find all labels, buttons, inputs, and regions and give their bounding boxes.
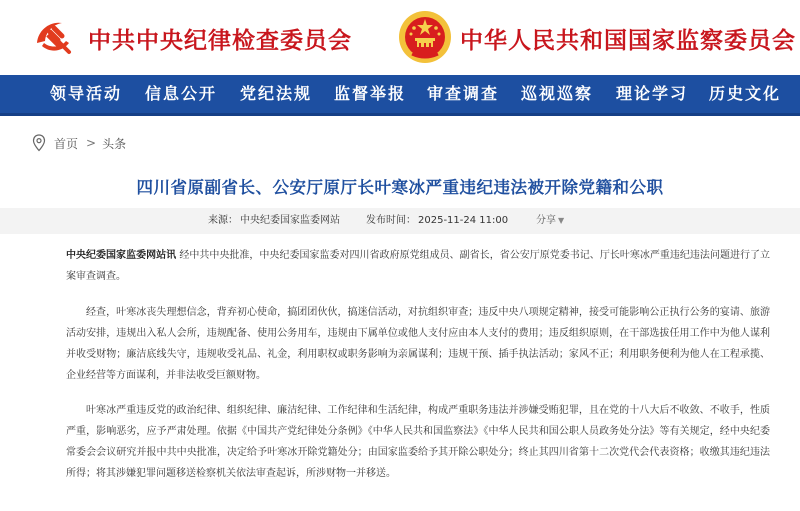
share-button[interactable]: [536, 208, 564, 234]
breadcrumb-current[interactable]: 头条: [102, 136, 127, 151]
party-emblem-icon: [28, 12, 78, 62]
breadcrumb-separator: >: [86, 136, 97, 150]
chevron-down-icon: ▼: [558, 216, 565, 225]
cpc-commission-title: 中共中央纪律检查委员会: [88, 27, 352, 54]
nav-item-history[interactable]: 历史文化: [709, 84, 782, 103]
article-meta-bar: [0, 208, 800, 234]
site-header: [0, 0, 800, 75]
nav-item-theory[interactable]: 理论学习: [616, 84, 689, 103]
nav-item-reporting[interactable]: 监督举报: [334, 84, 407, 103]
nav-item-leadership[interactable]: 领导活动: [50, 84, 123, 103]
breadcrumb: [32, 132, 126, 154]
main-nav: [0, 75, 800, 116]
article-body: [66, 245, 770, 498]
state-commission-title: 中华人民共和国国家监察委员会: [460, 27, 796, 54]
source-value: 中央纪委国家监委网站: [240, 215, 340, 226]
nav-item-inspection[interactable]: 巡视巡察: [521, 84, 594, 103]
share-label: 分享: [536, 215, 556, 226]
nav-item-regulations[interactable]: 党纪法规: [240, 84, 313, 103]
location-pin-icon: [32, 134, 46, 152]
date-label: 发布时间：: [366, 215, 416, 226]
nav-item-disclosure[interactable]: 信息公开: [145, 84, 218, 103]
breadcrumb-home-link[interactable]: 首页: [54, 136, 79, 151]
paragraph-2: 经查，叶寒冰丧失理想信念，背弃初心使命，搞团团伙伙，搞迷信活动，对抗组织审查；违反中央八项规定精神，接受可能影响公正执行公务的宴请、旅游活动安排，违规出入私人会所，违规配备、使用公务用车，违规由下属单位或他人支付应由本人支付的费用；违反组织原则，在干部选拔任用工作中为他人谋利并收受财物；廉洁底线失守，违规收受礼品、礼金，利用职权或职务影响为亲属谋利；违规干预、插手执法活动；家风不正；利用职务便利为他人在工程承揽、企业经营等方面谋利，并非法收受巨额财物。: [66, 307, 770, 381]
paragraph-1: [66, 245, 770, 287]
paragraph-1-text: 经中共中央批准，中央纪委国家监委对四川省政府原党组成员、副省长，省公安厅原党委书记、厅长叶寒冰严重违纪违法问题进行了立案审查调查。: [66, 250, 771, 282]
article-title: 四川省原副省长、公安厅原厅长叶寒冰严重违纪违法被开除党籍和公职: [136, 178, 664, 197]
source-label: 来源：: [208, 215, 238, 226]
paragraph-3: 叶寒冰严重违反党的政治纪律、组织纪律、廉洁纪律、工作纪律和生活纪律，构成严重职务违法并涉嫌受贿犯罪，且在党的十八大后不收敛、不收手，性质严重，影响恶劣，应予严肃处理。依据《中国共产党纪律处分条例》《中华人民共和国监察法》《中华人民共和国公职人员政务处分法》等有关规定，经中央纪委常委会会议研究并报中共中央批准，决定给予叶寒冰开除党籍处分；由国家监委给予其开除公职处分；终止其四川省第十二次党代会代表资格；收缴其违纪违法所得；将其涉嫌犯罪问题移送检察机关依法审查起诉，所涉财物一并移送。: [66, 405, 770, 479]
news-agency-lead: 中央纪委国家监委网站讯: [66, 250, 177, 261]
nav-item-investigation[interactable]: 审查调查: [427, 84, 500, 103]
state-emblem-icon: [398, 10, 452, 64]
publish-date: 2025-11-24 11:00: [418, 215, 509, 226]
